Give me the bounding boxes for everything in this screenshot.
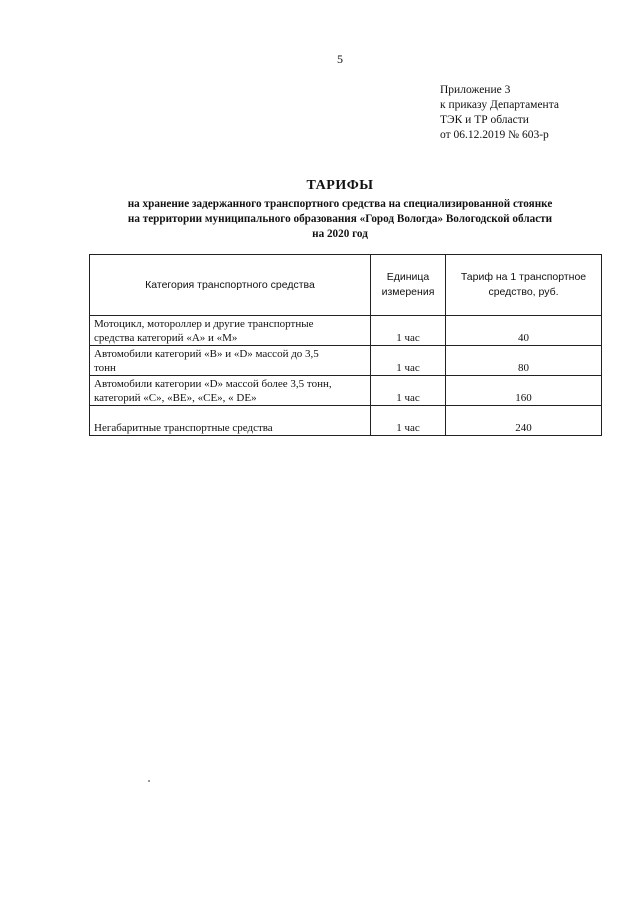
table-row <box>90 406 602 436</box>
appendix-line: к приказу Департамента <box>440 99 559 111</box>
row-price: 80 <box>446 346 602 376</box>
table-row <box>90 316 602 346</box>
title-line: на 2020 год <box>312 228 368 240</box>
category-line: Автомобили категории «D» массой более 3,5 тонн, <box>94 378 332 390</box>
row-category <box>90 316 371 346</box>
appendix-line: от 06.12.2019 № 603-р <box>440 129 549 141</box>
tariffs-table <box>89 254 602 436</box>
header-category: Категория транспортного средства <box>90 255 371 316</box>
appendix-line: Приложение 3 <box>440 84 511 96</box>
header-price <box>446 255 602 316</box>
header-price-line: средство, руб. <box>488 286 559 298</box>
row-price: 240 <box>446 406 602 436</box>
row-price: 160 <box>446 376 602 406</box>
category-line: Автомобили категорий «B» и «D» массой до 3,5 <box>94 348 319 360</box>
category-line: Мотоцикл, мотороллер и другие транспортные <box>94 318 314 330</box>
appendix-header <box>440 83 559 143</box>
header-unit-line: Единица <box>386 271 430 283</box>
title-line: на хранение задержанного транспортного средства на специализированной стоянке <box>127 198 553 210</box>
row-price: 40 <box>446 316 602 346</box>
header-price-line: Тариф на 1 транспортное <box>460 271 587 283</box>
row-category <box>90 346 371 376</box>
header-unit <box>371 255 446 316</box>
row-unit: 1 час <box>371 316 446 346</box>
row-unit: 1 час <box>371 406 446 436</box>
row-category <box>90 406 371 436</box>
title-main: ТАРИФЫ <box>306 178 374 193</box>
appendix-line: ТЭК и ТР области <box>440 114 529 126</box>
table-header-row <box>90 255 602 316</box>
header-unit-line: измерения <box>381 286 435 298</box>
table-row <box>90 376 602 406</box>
row-unit: 1 час <box>371 346 446 376</box>
row-unit: 1 час <box>371 376 446 406</box>
document-title <box>80 178 600 242</box>
scan-speck <box>148 780 150 782</box>
category-line: средства категорий «A» и «M» <box>94 332 238 344</box>
category-line: категорий «C», «BE», «CE», « DE» <box>94 392 257 404</box>
table-row <box>90 346 602 376</box>
page-number: 5 <box>337 52 343 66</box>
row-category <box>90 376 371 406</box>
category-line: тонн <box>94 362 116 374</box>
category-line: Негабаритные транспортные средства <box>94 422 273 434</box>
title-line: на территории муниципального образования «Город Вологда» Вологодской области <box>127 213 553 225</box>
